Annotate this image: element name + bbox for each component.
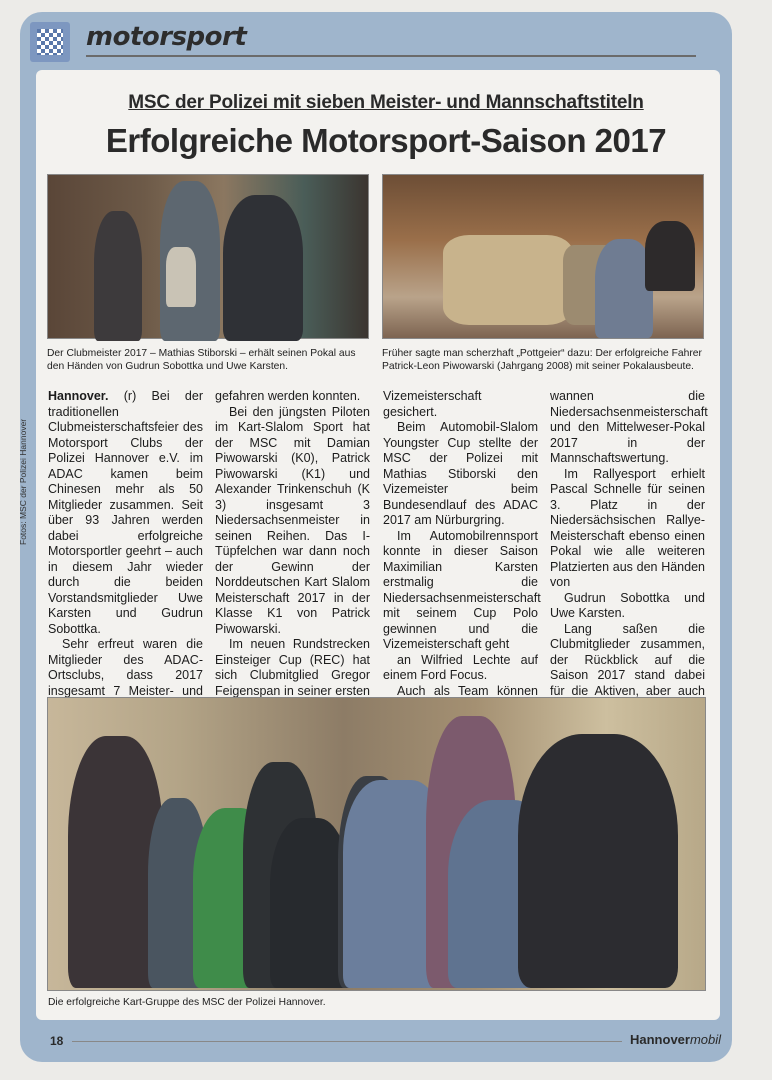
page-number: 18 — [50, 1034, 64, 1048]
checkered-flag-icon — [30, 22, 70, 62]
dateline: Hannover. — [48, 389, 109, 403]
article-column-4 — [550, 389, 708, 698]
paragraph: Bei den jüngsten Piloten im Kart-Slalom Sport hat der MSC mit Damian Piwowarski (K0), Patrick Piwowarski (K1) und Alexander Trinkenschuh (K 3) insgesamt 3 Niedersachsenmeister in seinen Reihen. Das I-Tüpfelchen war dann noch der Gewinn der Norddeutschen Kart Slalom Meisterschaft 2017 in der Klasse K1 von Patrick Piwowarski. — [215, 404, 370, 636]
article-column-1 — [48, 389, 203, 698]
paragraph: Vizemeisterschaft gesichert. — [383, 389, 482, 419]
photo-clubmeister-award — [47, 174, 369, 339]
paragraph: Hannover. (r) Bei der traditionellen Clubmeisterschaftsfeier des Motorsport Clubs der Polizei Hannover e.V. im ADAC kamen beim Chinesen mehr als 50 Mitglieder zusammen. Seit über 93 Jahren werden dabei erfolgreiche Motorsportler geehrt – auch in diesem Jahr wieder durch die beiden Vorstandsmitglieder Uwe Karsten und Gudrun Sobottka. — [48, 389, 203, 636]
article-kicker: MSC der Polizei mit sieben Meister- und Mannschaftstiteln — [128, 92, 644, 113]
paragraph: Lang saßen die Clubmitglieder zusammen, der Rückblick auf die Saison 2017 stand dabei für die Aktiven, aber auch — [550, 621, 705, 698]
paragraph: Sehr erfreut waren die Mitglieder des ADAC-Ortsclubs, dass 2017 insgesamt 7 Meister- und — [48, 637, 203, 698]
publication-brand — [630, 1032, 721, 1047]
photo-credit: Fotos: MSC der Polizei Hannover — [18, 418, 28, 545]
footer-divider — [72, 1041, 622, 1042]
paragraph: an Wilfried Lechte auf einem Ford Focus. — [383, 652, 538, 682]
section-title: motorsport — [86, 22, 247, 52]
paragraph: Beim Automobil-Slalom Youngster Cup stellte der MSC der Polizei mit Mathias Stiborski den Vizemeister beim Bundesendlauf des ADAC 2017 am Nürburgring. — [383, 420, 538, 527]
article-headline: Erfolgreiche Motorsport-Saison 2017 — [105, 122, 667, 159]
photo-kart-group — [47, 697, 706, 991]
photo-trophies — [382, 174, 704, 339]
article-column-2 — [215, 389, 370, 698]
section-header — [30, 22, 670, 60]
article-column-3 — [383, 389, 541, 698]
caption-photo-1: Der Clubmeister 2017 – Mathias Stiborski – erhält seinen Pokal aus den Händen von Gudrun Sobottka und Uwe Karsten. — [47, 348, 356, 372]
paragraph: Im neuen Rundstrecken Einsteiger Cup (REC) hat sich Clubmitglied Gregor Feigenspan in seiner ersten — [215, 637, 370, 698]
paragraph: wannen die Niedersachsenmeisterschaft und den Mittelweser-Pokal 2017 in der Mannschaftswertung. — [550, 389, 708, 465]
paragraph: Auch als Team können — [397, 683, 538, 698]
paragraph: Im Automobilrennsport konnte in dieser Saison Maximilian Karsten erstmalig die Niedersachsenmeisterschaft mit seinem Cup Polo gewinnen und die Vizemeisterschaft geht — [383, 528, 541, 651]
paragraph: Im Rallyesport erhielt Pascal Schnelle für seinen 3. Platz in der Niedersächsischen Rallye-Meisterschaft ebenso einen Pokal wie alle weiteren Platzierten aus den Händen von — [550, 466, 705, 589]
paragraph: Gudrun Sobottka und Uwe Karsten. — [550, 590, 705, 620]
brand-bold: Hannover — [630, 1032, 690, 1047]
caption-photo-2: Früher sagte man scherzhaft „Pottgeier“ dazu: Der erfolgreiche Fahrer Patrick-Leon Piwowarski (Jahrgang 2008) mit seiner Pokalausbeute. — [382, 348, 702, 372]
brand-italic: mobil — [689, 1032, 722, 1047]
paragraph: gefahren werden konnten. — [215, 389, 361, 403]
header-divider — [86, 55, 696, 57]
caption-photo-3: Die erfolgreiche Kart-Gruppe des MSC der Polizei Hannover. — [48, 997, 326, 1008]
